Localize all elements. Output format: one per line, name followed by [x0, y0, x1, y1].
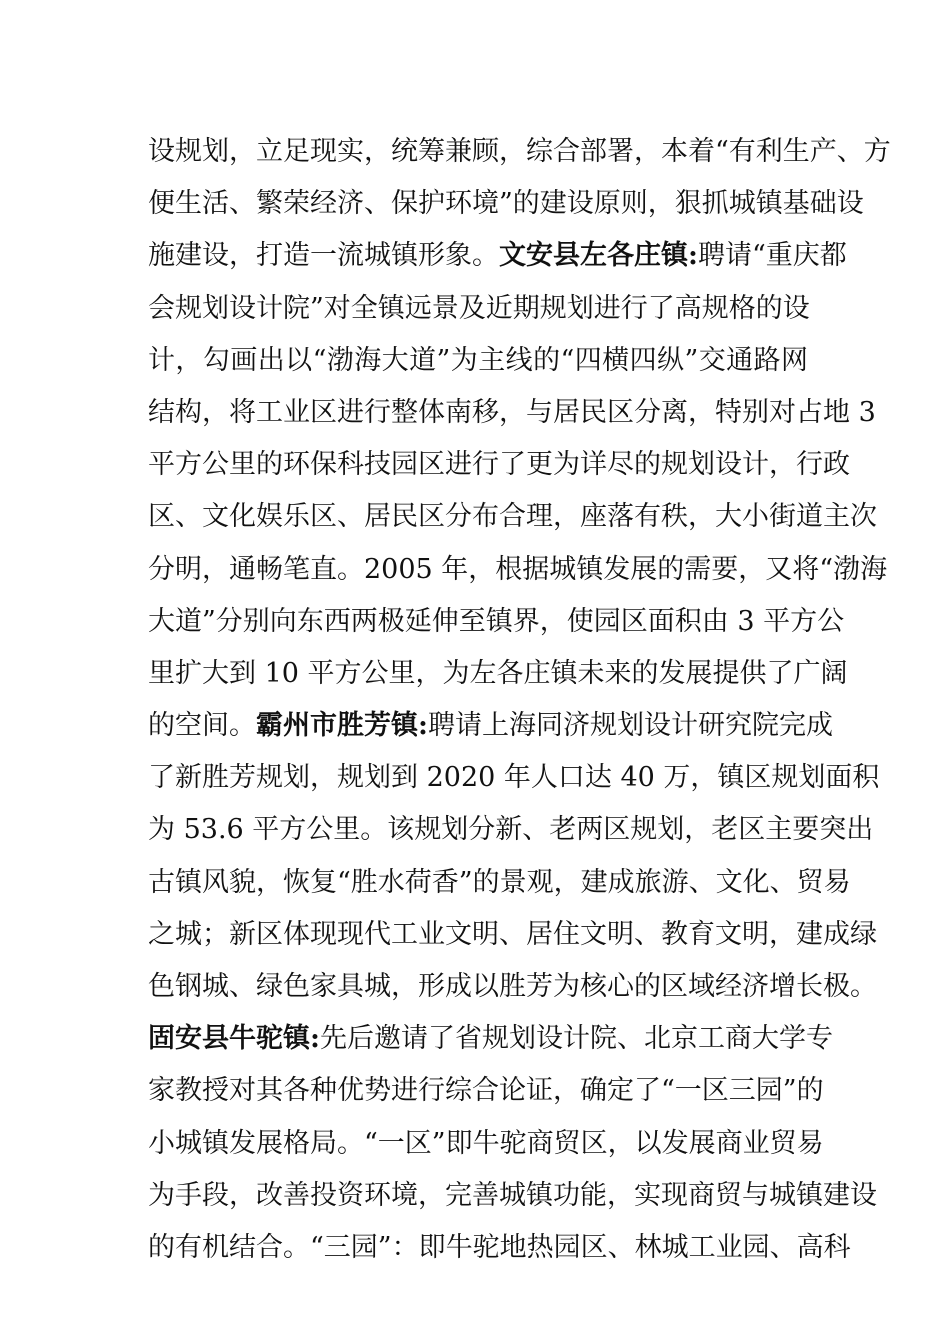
text-line [148, 1222, 851, 1274]
text-line [148, 335, 808, 387]
text-line [148, 1118, 824, 1170]
text-segment: 平方公里的环保科技园区进行了更为详尽的规划设计，行政 [148, 449, 850, 481]
text-segment: 的空间。 [148, 710, 256, 742]
text-line [148, 126, 891, 178]
text-segment: 先后邀请了省规划设计院、北京工商大学专 [319, 1023, 833, 1055]
text-segment: 会规划设计院”对全镇远景及近期规划进行了高规格的设 [148, 292, 810, 324]
text-line [148, 544, 888, 596]
text-line [148, 909, 877, 961]
text-segment: 小城镇发展格局。“一区”即牛驼商贸区，以发展商业贸易 [148, 1127, 824, 1159]
text-segment: 了新胜芳规划，规划到 2020 年人口达 40 万，镇区规划面积 [148, 762, 880, 794]
text-segment: 之城；新区体现现代工业文明、居住文明、教育文明，建成绿 [148, 918, 877, 950]
text-segment: 大道”分别向东西两极延伸至镇界，使园区面积由 3 平方公 [148, 605, 845, 637]
text-line [148, 961, 877, 1013]
text-line [148, 648, 848, 700]
text-line [148, 439, 850, 491]
text-line [148, 857, 851, 909]
text-segment: 施建设，打造一流城镇形象。 [148, 240, 499, 272]
text-segment: 古镇风貌，恢复“胜水荷香”的景观，建成旅游、文化、贸易 [148, 866, 851, 898]
text-segment: 家教授对其各种优势进行综合论证，确定了“一区三园”的 [148, 1075, 824, 1107]
text-line [148, 491, 877, 543]
text-segment: 区、文化娱乐区、居民区分布合理，座落有秩，大小街道主次 [148, 501, 877, 533]
text-line [148, 387, 876, 439]
text-line [148, 1065, 824, 1117]
text-segment: 计，勾画出以“渤海大道”为主线的“四横四纵”交通路网 [148, 344, 808, 376]
text-segment: 为手段，改善投资环境，完善城镇功能，实现商贸与城镇建设 [148, 1179, 877, 1211]
text-segment: 的有机结合。“三园”：即牛驼地热园区、林城工业园、高科 [148, 1231, 851, 1263]
text-line [148, 596, 845, 648]
text-segment: 设规划，立足现实，统筹兼顾，综合部署，本着“有利生产、方 [148, 136, 891, 167]
text-line [148, 283, 808, 335]
bold-heading-segment: 固安县牛驼镇: [148, 1023, 320, 1055]
text-segment: 为 53.6 平方公里。该规划分新、老两区规划，老区主要突出 [148, 814, 874, 846]
text-line [148, 178, 864, 230]
text-line [148, 230, 847, 282]
text-line [148, 1170, 877, 1222]
text-segment: 里扩大到 10 平方公里，为左各庄镇未来的发展提供了广阔 [148, 657, 848, 689]
text-segment: 聘请“重庆都 [697, 240, 847, 272]
text-line [148, 700, 833, 752]
body-text [148, 126, 891, 1274]
bold-heading-segment: 文安县左各庄镇: [499, 240, 698, 272]
text-segment: 便生活、繁荣经济、保护环境”的建设原则，狠抓城镇基础设 [148, 188, 864, 220]
text-segment: 色钢城、绿色家具城，形成以胜芳为核心的区域经济增长极。 [148, 971, 877, 1002]
text-line [148, 804, 874, 856]
bold-heading-segment: 霸州市胜芳镇: [256, 710, 428, 742]
text-segment: 结构，将工业区进行整体南移，与居民区分离，特别对占地 3 [148, 396, 876, 428]
text-line [148, 1013, 833, 1065]
text-segment: 聘请上海同济规划设计研究院完成 [427, 710, 833, 742]
text-segment: 分明，通畅笔直。2005 年，根据城镇发展的需要，又将“渤海 [148, 553, 888, 585]
text-line [148, 752, 880, 804]
